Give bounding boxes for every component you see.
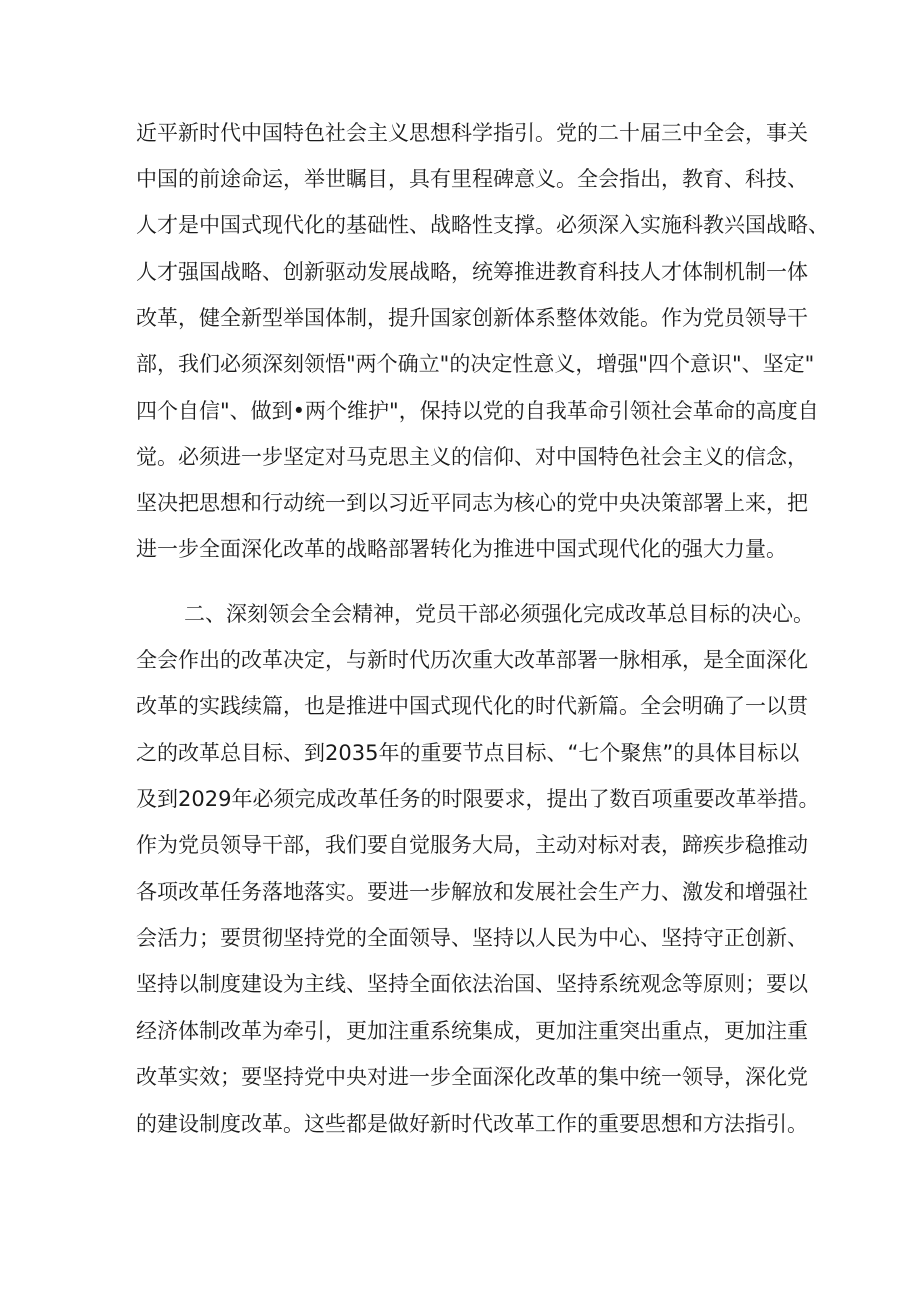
text-line: 中国的前途命运，举世瞩目，具有里程碑意义。全会指出，教育、科技、: [136, 167, 808, 191]
text-line: 会活力；要贯彻坚持党的全面领导、坚持以人民为中心、坚持守正创新、: [136, 926, 808, 950]
text-line: 之的改革总目标、到2035年的重要节点目标、“七个聚焦”的具体目标以: [136, 741, 800, 765]
text-line: 人才强国战略、创新驱动发展战略，统筹推进教育科技人才体制机制一体: [136, 260, 808, 284]
text-line: 改革实效；要坚持党中央对进一步全面深化改革的集中统一领导，深化党: [136, 1065, 808, 1089]
text-line: 进一步全面深化改革的战略部署转化为推进中国式现代化的强大力量。: [136, 537, 787, 561]
text-line: 全会作出的改革决定，与新时代历次重大改革部署一脉相承，是全面深化: [136, 648, 808, 672]
text-line: 坚持以制度建设为主线、坚持全面依法治国、坚持系统观念等原则；要以: [136, 972, 808, 996]
text-line: 四个自信"、做到•两个维护"，保持以党的自我革命引领社会革命的高度自: [136, 399, 819, 423]
text-line: 各项改革任务落地落实。要进一步解放和发展社会生产力、激发和增强社: [136, 880, 808, 904]
text-line: 经济体制改革为牵引，更加注重系统集成，更加注重突出重点，更加注重: [136, 1019, 808, 1043]
text-line: 作为党员领导干部，我们要自觉服务大局，主动对标对表，蹄疾步稳推动: [136, 833, 808, 857]
section-heading-line: 二、深刻领会全会精神，党员干部必须强化完成改革总目标的决心。: [184, 602, 814, 626]
text-line: 的建设制度改革。这些都是做好新时代改革工作的重要思想和方法指引。: [136, 1112, 808, 1136]
text-line: 坚决把思想和行动统一到以习近平同志为核心的党中央决策部署上来，把: [136, 491, 808, 515]
text-line: 改革的实践续篇，也是推进中国式现代化的时代新篇。全会明确了一以贯: [136, 694, 808, 718]
text-line: 人才是中国式现代化的基础性、战略性支撑。必须深入实施科教兴国战略、: [136, 213, 829, 237]
text-line: 部，我们必须深刻领悟"两个确立"的决定性意义，增强"四个意识"、坚定": [136, 352, 815, 376]
text-line: 觉。必须进一步坚定对马克思主义的信仰、对中国特色社会主义的信念，: [136, 445, 808, 469]
text-line: 改革，健全新型举国体制，提升国家创新体系整体效能。作为党员领导干: [136, 306, 808, 330]
text-line: 及到2029年必须完成改革任务的时限要求，提出了数百项重要改革举措。: [136, 787, 820, 811]
text-line: 近平新时代中国特色社会主义思想科学指引。党的二十届三中全会，事关: [136, 121, 808, 145]
